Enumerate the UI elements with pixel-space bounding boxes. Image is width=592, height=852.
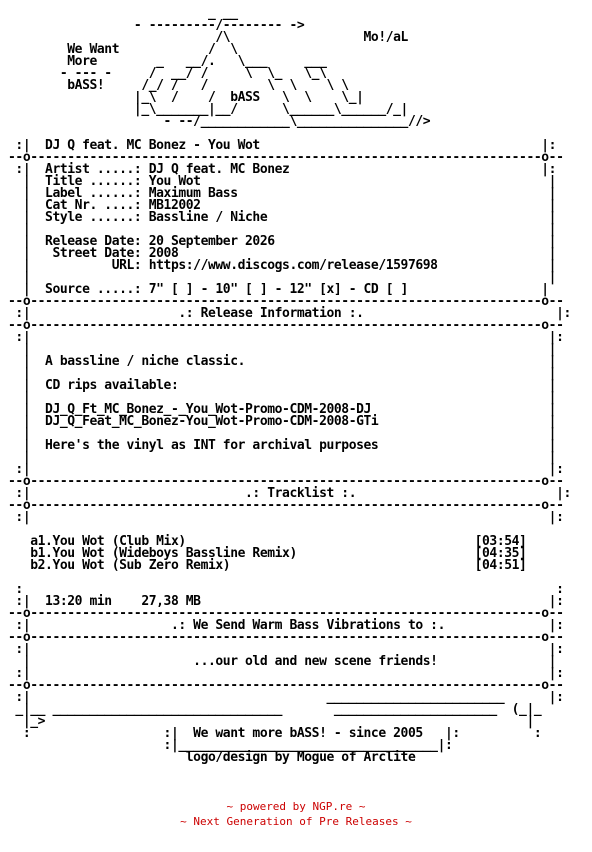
nfo-line: :| |: — [8, 666, 564, 681]
nfo-line: | | — [8, 342, 557, 357]
nfo-line: --o---------------------------------------------------------------------o-- — [8, 318, 564, 333]
nfo-line: | | — [8, 450, 557, 465]
nfo-line: --o---------------------------------------------------------------------o-- — [8, 150, 564, 165]
nfo-line: | | — [8, 366, 557, 381]
nfo-line: _ __ — [8, 6, 238, 21]
nfo-line: |_\ / / bASS \ \ \_| — [8, 90, 364, 105]
nfo-line: We Want / \ — [8, 42, 238, 57]
nfo-line: |_> | — [8, 714, 534, 729]
nfo-line: :| |: — [8, 642, 564, 657]
nfo-line: :|___________________________________|: — [8, 738, 453, 753]
nfo-line: | A bassline / niche classic. | — [8, 354, 557, 369]
nfo-line: :| .: Release Information :. |: — [8, 306, 571, 321]
nfo-line: | Title ......: You Wot | — [8, 174, 557, 189]
nfo-line: --o---------------------------------------------------------------------o-- — [8, 474, 564, 489]
nfo-line: | Cat Nr. ....: MB12002 | — [8, 198, 557, 213]
nfo-line: - ---------/-------- -> — [8, 18, 305, 33]
nfo-line: | ...our old and new scene friends! | — [8, 654, 557, 669]
nfo-line: :| |: — [8, 462, 564, 477]
nfo-line: | URL: https://www.discogs.com/release/1597698 | — [8, 258, 557, 273]
nfo-line: _|__ _______________________________ ______________________ (_|_ — [8, 702, 542, 717]
nfo-line: b2.You Wot (Sub Zero Remix) [04:51] — [8, 558, 527, 573]
nfo-line: | Label ......: Maximum Bass | — [8, 186, 557, 201]
nfo-line: | | — [8, 390, 557, 405]
nfo-line: : :| We want more bASS! - since 2005 |: : — [8, 726, 542, 741]
nfo-line: :| |: — [8, 510, 564, 525]
nfo-line: | CD rips available: | — [8, 378, 557, 393]
nfo-line: | DJ_Q_Ft_MC_Bonez_-_You_Wot-Promo-CDM-2008-DJ | — [8, 402, 557, 417]
nfo-line: | | — [8, 270, 557, 285]
powered-by-footer[interactable]: ~ powered by NGP.re ~ — [226, 800, 366, 813]
nfo-line: | Source .....: 7" [ ] - 10" [ ] - 12" [x] - CD [ ] | — [8, 282, 549, 297]
nfo-line: - --/____________\_______________//> — [8, 114, 431, 129]
nfo-line: --o---------------------------------------------------------------------o-- — [8, 498, 564, 513]
nfo-line: --o---------------------------------------------------------------------o-- — [8, 630, 564, 645]
tagline-footer[interactable]: ~ Next Generation of Pre Releases ~ — [180, 815, 412, 828]
nfo-line: | Street Date: 2008 | — [8, 246, 557, 261]
nfo-line: a1.You Wot (Club Mix) [03:54] — [8, 534, 527, 549]
nfo-line: b1.You Wot (Wideboys Bassline Remix) [04:35] — [8, 546, 527, 561]
nfo-line: :| Artist .....: DJ Q feat. MC Bonez |: — [8, 162, 557, 177]
nfo-line: --o---------------------------------------------------------------------o-- — [8, 294, 564, 309]
nfo-line: logo/design by Mogue of Arclite — [8, 750, 416, 765]
nfo-line: :| .: We Send Warm Bass Vibrations to :. |: — [8, 618, 564, 633]
nfo-line: /\ Mo!/aL — [8, 30, 408, 45]
nfo-line: | DJ_Q_Feat_MC_Bonez-You_Wot-Promo-CDM-2008-GTi | — [8, 414, 557, 429]
nfo-line: | | — [8, 426, 557, 441]
nfo-line: |_\_______|__/ \______\______/_| — [8, 102, 408, 117]
nfo-line: - --- - / __/ / \ \_ \_\ — [8, 66, 327, 81]
nfo-line: :| .: Tracklist :. |: — [8, 486, 571, 501]
nfo-line: :| DJ Q feat. MC Bonez - You Wot |: — [8, 138, 557, 153]
nfo-line: More _ __/. \___ ___ — [8, 54, 327, 69]
nfo-line: | Release Date: 20 September 2026 | — [8, 234, 557, 249]
nfo-line: --o---------------------------------------------------------------------o-- — [8, 678, 564, 693]
nfo-line: | Here's the vinyl as INT for archival purposes | — [8, 438, 557, 453]
nfo-text-block — [8, 8, 571, 764]
nfo-line: bASS! /_/ / / \ \ \ \ — [8, 78, 349, 93]
nfo-line: :| 13:20 min 27,38 MB |: — [8, 594, 564, 609]
nfo-line: : : — [8, 582, 564, 597]
nfo-line: --o---------------------------------------------------------------------o-- — [8, 606, 564, 621]
nfo-line: :| |: — [8, 330, 564, 345]
nfo-line: | | — [8, 222, 557, 237]
nfo-line: :| ________________________ |: — [8, 690, 564, 705]
nfo-line: | Style ......: Bassline / Niche | — [8, 210, 557, 225]
